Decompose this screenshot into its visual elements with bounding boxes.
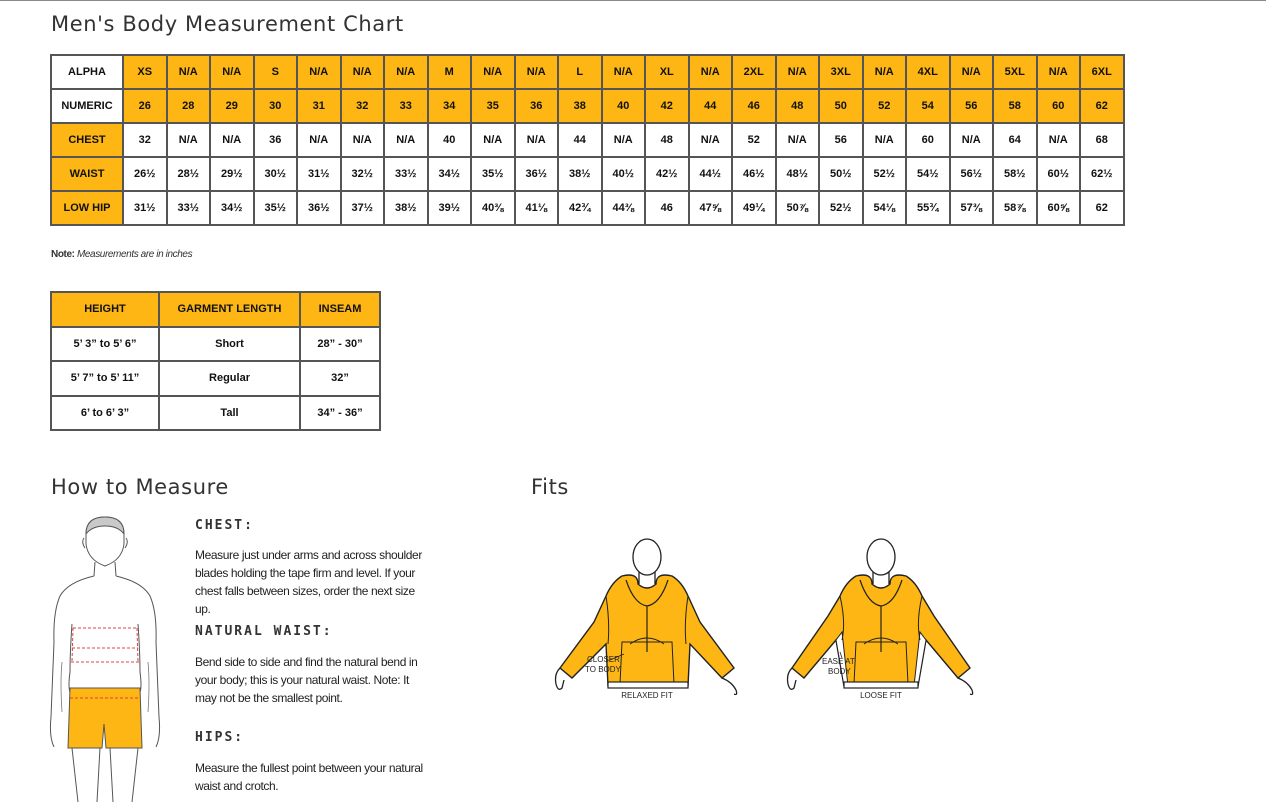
size-cell: 28 bbox=[167, 89, 211, 123]
size-chart-table bbox=[50, 54, 1125, 226]
table-row bbox=[51, 361, 380, 396]
size-cell: N/A bbox=[210, 123, 254, 157]
size-cell: 54½ bbox=[906, 157, 950, 191]
size-cell: 40½ bbox=[602, 157, 646, 191]
size-cell: 26½ bbox=[123, 157, 167, 191]
table-row bbox=[51, 327, 380, 362]
size-cell: N/A bbox=[341, 55, 385, 89]
natural-waist-heading: NATURAL WAIST: bbox=[195, 624, 333, 639]
size-cell: 33½ bbox=[167, 191, 211, 225]
inseam-cell: 34” - 36” bbox=[300, 396, 380, 431]
size-cell: 46 bbox=[732, 89, 776, 123]
size-cell: 44½ bbox=[689, 157, 733, 191]
size-cell: 39½ bbox=[428, 191, 472, 225]
size-cell: 62 bbox=[1080, 191, 1124, 225]
size-cell: 42¾ bbox=[558, 191, 602, 225]
row-label: NUMERIC bbox=[51, 89, 123, 123]
row-label: WAIST bbox=[51, 157, 123, 191]
inseam-chart-table bbox=[50, 291, 381, 431]
size-row-alpha bbox=[51, 55, 1124, 89]
size-cell: 41⅛ bbox=[515, 191, 559, 225]
height-cell: 5’ 3” to 5’ 6” bbox=[51, 327, 159, 362]
chest-instructions: Measure just under arms and across shoulder blades holding the tape firm and level. If your chest falls between sizes, order the next size up. bbox=[195, 548, 422, 616]
size-cell: 31 bbox=[297, 89, 341, 123]
size-cell: XS bbox=[123, 55, 167, 89]
garment-length-cell: Regular bbox=[159, 361, 300, 396]
loose-callout-line-1: EASE AT bbox=[822, 657, 855, 666]
size-cell: N/A bbox=[471, 55, 515, 89]
size-cell: 40 bbox=[602, 89, 646, 123]
height-cell: 6’ to 6’ 3” bbox=[51, 396, 159, 431]
relaxed-callout-line-2: TO BODY bbox=[585, 665, 621, 674]
size-cell: 52 bbox=[863, 89, 907, 123]
size-cell: 29½ bbox=[210, 157, 254, 191]
size-cell: 35½ bbox=[254, 191, 298, 225]
size-cell: N/A bbox=[689, 55, 733, 89]
size-cell: 60 bbox=[906, 123, 950, 157]
size-cell: 58 bbox=[993, 89, 1037, 123]
size-cell: 32 bbox=[123, 123, 167, 157]
size-cell: 32 bbox=[341, 89, 385, 123]
note-text: Measurements are in inches bbox=[76, 249, 193, 260]
size-cell: 32½ bbox=[341, 157, 385, 191]
size-cell: 62 bbox=[1080, 89, 1124, 123]
inseam-header-row bbox=[51, 292, 380, 327]
hips-heading: HIPS: bbox=[195, 730, 245, 745]
size-cell: 49¼ bbox=[732, 191, 776, 225]
height-cell: 5’ 7” to 5’ 11” bbox=[51, 361, 159, 396]
size-cell: 42 bbox=[645, 89, 689, 123]
size-cell: S bbox=[254, 55, 298, 89]
size-cell: 48 bbox=[776, 89, 820, 123]
size-cell: XL bbox=[645, 55, 689, 89]
size-cell: N/A bbox=[384, 123, 428, 157]
size-cell: 40⅜ bbox=[471, 191, 515, 225]
garment-length-header: GARMENT LENGTH bbox=[159, 292, 300, 327]
relaxed-fit-label: RELAXED FIT bbox=[621, 691, 673, 700]
size-cell: N/A bbox=[1037, 123, 1081, 157]
size-row-waist bbox=[51, 157, 1124, 191]
size-cell: 3XL bbox=[819, 55, 863, 89]
how-to-measure-title: How to Measure bbox=[51, 475, 229, 499]
size-cell: 56 bbox=[950, 89, 994, 123]
size-cell: 33½ bbox=[384, 157, 428, 191]
size-cell: 38 bbox=[558, 89, 602, 123]
size-cell: 62½ bbox=[1080, 157, 1124, 191]
size-cell: N/A bbox=[167, 55, 211, 89]
size-cell: 38½ bbox=[558, 157, 602, 191]
size-cell: 52½ bbox=[819, 191, 863, 225]
size-row-numeric bbox=[51, 89, 1124, 123]
loose-fit-illustration bbox=[782, 532, 977, 704]
size-cell: 33 bbox=[384, 89, 428, 123]
size-cell: 44⅜ bbox=[602, 191, 646, 225]
size-cell: 31½ bbox=[123, 191, 167, 225]
size-cell: 58½ bbox=[993, 157, 1037, 191]
size-cell: 31½ bbox=[297, 157, 341, 191]
size-cell: 35 bbox=[471, 89, 515, 123]
size-cell: L bbox=[558, 55, 602, 89]
size-cell: 48½ bbox=[776, 157, 820, 191]
top-divider bbox=[0, 0, 1266, 1]
page-title: Men's Body Measurement Chart bbox=[51, 12, 404, 36]
size-cell: 46½ bbox=[732, 157, 776, 191]
size-cell: 57⅜ bbox=[950, 191, 994, 225]
size-cell: N/A bbox=[471, 123, 515, 157]
note-label: Note: bbox=[51, 249, 75, 260]
size-cell: 36½ bbox=[297, 191, 341, 225]
size-cell: 52 bbox=[732, 123, 776, 157]
size-cell: N/A bbox=[167, 123, 211, 157]
size-cell: 56½ bbox=[950, 157, 994, 191]
size-cell: 36½ bbox=[515, 157, 559, 191]
size-cell: N/A bbox=[210, 55, 254, 89]
size-cell: 40 bbox=[428, 123, 472, 157]
size-cell: N/A bbox=[341, 123, 385, 157]
size-cell: N/A bbox=[515, 55, 559, 89]
size-cell: 50½ bbox=[819, 157, 863, 191]
size-cell: N/A bbox=[863, 123, 907, 157]
hips-instructions: Measure the fullest point between your natural waist and crotch. bbox=[195, 761, 423, 793]
size-cell: 47⅝ bbox=[689, 191, 733, 225]
size-cell: 35½ bbox=[471, 157, 515, 191]
natural-waist-instructions: Bend side to side and find the natural bend in your body; this is your natural waist. Note: It may not be the smallest point. bbox=[195, 655, 418, 705]
chest-heading: CHEST: bbox=[195, 518, 254, 533]
measurement-note bbox=[51, 249, 192, 260]
size-cell: N/A bbox=[950, 55, 994, 89]
size-cell: 42½ bbox=[645, 157, 689, 191]
size-cell: 36 bbox=[254, 123, 298, 157]
size-cell: 52½ bbox=[863, 157, 907, 191]
size-cell: M bbox=[428, 55, 472, 89]
inseam-header: INSEAM bbox=[300, 292, 380, 327]
size-cell: 37½ bbox=[341, 191, 385, 225]
size-cell: 54 bbox=[906, 89, 950, 123]
size-cell: 56 bbox=[819, 123, 863, 157]
size-cell: 28½ bbox=[167, 157, 211, 191]
size-cell: 44 bbox=[558, 123, 602, 157]
size-cell: 50 bbox=[819, 89, 863, 123]
size-cell: 5XL bbox=[993, 55, 1037, 89]
size-row-low-hip bbox=[51, 191, 1124, 225]
size-cell: 6XL bbox=[1080, 55, 1124, 89]
table-row bbox=[51, 396, 380, 431]
size-cell: 34½ bbox=[210, 191, 254, 225]
size-cell: 34½ bbox=[428, 157, 472, 191]
size-cell: 34 bbox=[428, 89, 472, 123]
fits-title: Fits bbox=[531, 475, 569, 499]
row-label: ALPHA bbox=[51, 55, 123, 89]
size-row-chest bbox=[51, 123, 1124, 157]
size-cell: 48 bbox=[645, 123, 689, 157]
size-cell: 58⅞ bbox=[993, 191, 1037, 225]
size-cell: 46 bbox=[645, 191, 689, 225]
loose-fit-label: LOOSE FIT bbox=[860, 691, 902, 700]
size-cell: N/A bbox=[950, 123, 994, 157]
size-cell: 30½ bbox=[254, 157, 298, 191]
size-cell: 38½ bbox=[384, 191, 428, 225]
inseam-cell: 28” - 30” bbox=[300, 327, 380, 362]
size-cell: 50⅞ bbox=[776, 191, 820, 225]
size-cell: N/A bbox=[776, 123, 820, 157]
loose-callout-line-2: BODY bbox=[828, 667, 851, 676]
size-cell: N/A bbox=[602, 55, 646, 89]
size-cell: N/A bbox=[297, 123, 341, 157]
size-cell: N/A bbox=[384, 55, 428, 89]
relaxed-callout-line-1: CLOSER bbox=[587, 655, 620, 664]
size-cell: 60½ bbox=[1037, 157, 1081, 191]
size-cell: N/A bbox=[689, 123, 733, 157]
garment-length-cell: Tall bbox=[159, 396, 300, 431]
body-figure-illustration bbox=[48, 512, 163, 802]
garment-length-cell: Short bbox=[159, 327, 300, 362]
size-cell: 4XL bbox=[906, 55, 950, 89]
size-cell: N/A bbox=[602, 123, 646, 157]
inseam-cell: 32” bbox=[300, 361, 380, 396]
size-cell: 30 bbox=[254, 89, 298, 123]
size-cell: N/A bbox=[515, 123, 559, 157]
size-cell: 68 bbox=[1080, 123, 1124, 157]
size-cell: 60⅝ bbox=[1037, 191, 1081, 225]
size-cell: 2XL bbox=[732, 55, 776, 89]
size-cell: 29 bbox=[210, 89, 254, 123]
size-cell: N/A bbox=[297, 55, 341, 89]
relaxed-fit-illustration bbox=[550, 532, 745, 704]
size-cell: 55¾ bbox=[906, 191, 950, 225]
size-cell: 44 bbox=[689, 89, 733, 123]
size-cell: 26 bbox=[123, 89, 167, 123]
size-cell: 64 bbox=[993, 123, 1037, 157]
size-cell: 60 bbox=[1037, 89, 1081, 123]
row-label: CHEST bbox=[51, 123, 123, 157]
row-label: LOW HIP bbox=[51, 191, 123, 225]
size-cell: N/A bbox=[1037, 55, 1081, 89]
size-cell: 54⅛ bbox=[863, 191, 907, 225]
size-cell: N/A bbox=[863, 55, 907, 89]
size-cell: N/A bbox=[776, 55, 820, 89]
size-cell: 36 bbox=[515, 89, 559, 123]
height-header: HEIGHT bbox=[51, 292, 159, 327]
